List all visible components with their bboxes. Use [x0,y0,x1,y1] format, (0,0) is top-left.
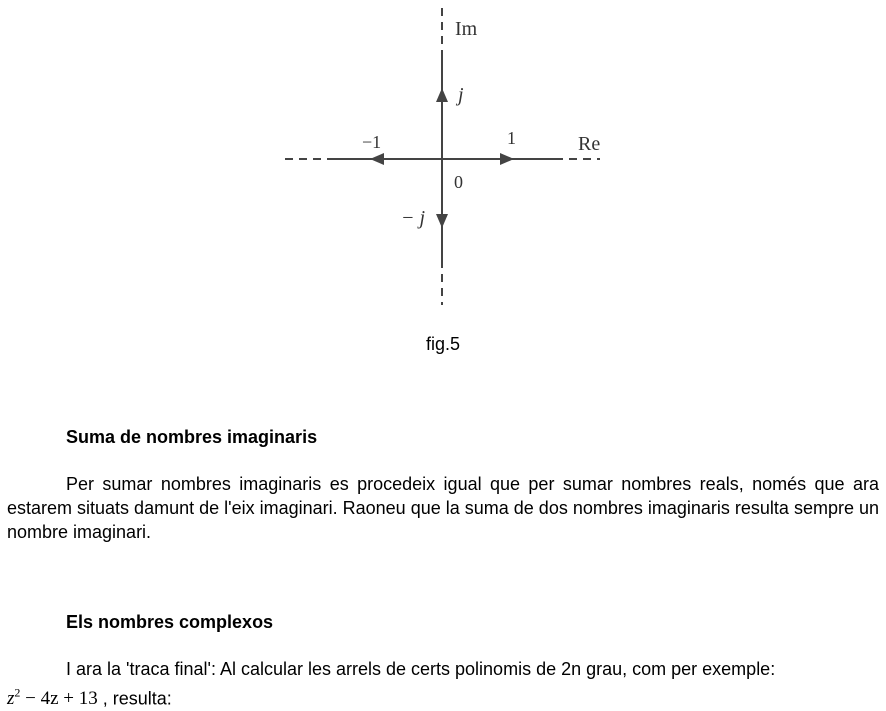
complex-plane-diagram [0,0,886,320]
origin-label: 0 [454,172,463,192]
section-heading-sum-imaginary: Suma de nombres imaginaris [66,427,318,447]
re-axis-label: Re [578,133,601,155]
math-expression [7,688,98,709]
paragraph-sum-imaginary: Per sumar nombres imaginaris es procedeix igual que per sumar nombres reals, només que ara estarem situats damunt de l'eix imaginari. Raoneu que la suma de dos nombres imaginaris resulta sempre un nombre imaginari. [7,474,879,542]
pos-one-label: 1 [507,128,516,148]
arrow-right-one [500,153,514,165]
arrow-up-j [436,88,448,102]
arrow-left-neg-one [370,153,384,165]
paragraph-text-part1: I ara la 'traca final': Al calcular les arrels de certs polinomis de 2n grau, com per exemple: [66,659,776,679]
paragraph-text-part2: , resulta: [97,688,172,709]
math-variable: z [7,688,15,710]
arrow-down-neg-j [436,214,448,228]
pos-j-label: j [458,84,464,106]
paragraph-complex-numbers [7,657,879,711]
math-rest: − 4z + 13 [20,688,98,710]
figure-caption: fig.5 [425,334,461,354]
math-exponent: 2 [14,686,21,700]
complex-plane-figure [0,0,886,320]
neg-one-label: −1 [362,132,382,152]
neg-j-label: − j [401,207,426,229]
im-axis-label: Im [455,18,478,40]
section-heading-complex-numbers: Els nombres complexos [66,612,274,632]
